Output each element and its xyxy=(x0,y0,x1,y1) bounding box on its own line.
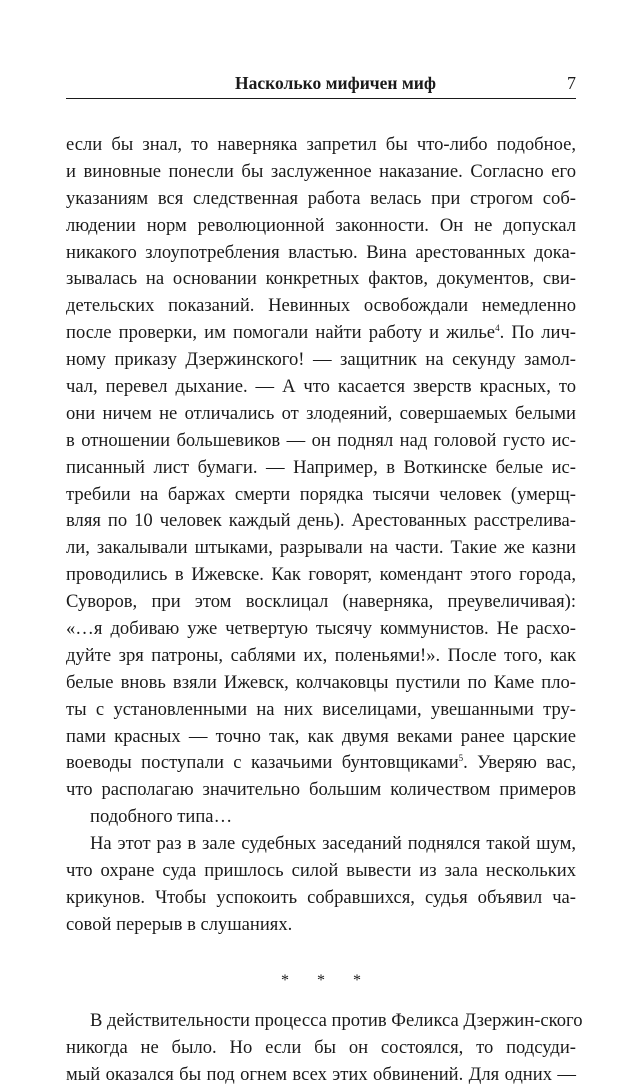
spacer xyxy=(66,994,576,1008)
text-line: что охране суда пришлось силой вывести из зала нескольких xyxy=(66,858,576,885)
text-line: в отношении большевиков — он поднял над головой густо ис- xyxy=(66,428,576,455)
line-text: воеводы поступали с казачьими бунтовщиками xyxy=(66,752,459,773)
text-line: белые вновь взяли Ижевск, колчаковцы пустили по Каме пло- xyxy=(66,670,576,697)
text-line: крикунов. Чтобы успокоить собравшихся, судья объявил ча- xyxy=(66,885,576,912)
text-line: требили на баржах смерти порядка тысячи человек (умерщ- xyxy=(66,482,576,509)
text-line: никакого злоупотребления властью. Вина арестованных дока- xyxy=(66,240,576,267)
text-line: детельских показаний. Невинных освобождали немедленно xyxy=(66,293,576,320)
text-line-with-footnote xyxy=(66,320,576,347)
text-line: мый оказался бы под огнем всех этих обвинений. Для одних — xyxy=(66,1062,576,1088)
line-text-tail: . По лич- xyxy=(500,322,576,343)
text-line: ты с установленными на них виселицами, увешанными тру- xyxy=(66,697,576,724)
running-title: Насколько мифичен миф xyxy=(235,72,436,94)
text-line: ному приказу Дзержинского! — защитник на секунду замол- xyxy=(66,347,576,374)
text-line: никогда не было. Но если бы он состоялся, то подсуди- xyxy=(66,1035,576,1062)
text-line: «…я добиваю уже четвертую тысячу коммунистов. Не расхо- xyxy=(66,616,576,643)
text-line: пами красных — точно так, как двумя веками ранее царские xyxy=(66,724,576,751)
text-line: дуйте зря патроны, саблями их, поленьями!». После того, как xyxy=(66,643,576,670)
text-line-with-footnote xyxy=(66,750,576,777)
text-line: что располагаю значительно большим количеством примеров xyxy=(66,777,576,804)
footnote-ref[interactable]: 4 xyxy=(495,323,500,333)
paragraph xyxy=(66,831,576,939)
page-body xyxy=(66,132,576,1088)
text-line: подобного типа… xyxy=(66,804,576,831)
text-line: На этот раз в зале судебных заседаний поднялся такой шум, xyxy=(66,831,576,858)
text-line: указаниям вся следственная работа велась при строгом соб- xyxy=(66,186,576,213)
text-line: людении норм революционной законности. Он не допускал xyxy=(66,213,576,240)
line-text-tail: . Уверяю вас, xyxy=(463,752,576,773)
text-line: В действительности процесса против Феликса Дзержин-ского xyxy=(66,1008,576,1035)
text-line: и виновные понесли бы заслуженное наказание. Согласно его xyxy=(66,159,576,186)
text-line: писанный лист бумаги. — Например, в Воткинске белые ис- xyxy=(66,455,576,482)
text-line: если бы знал, то наверняка запретил бы что-либо подобное, xyxy=(66,132,576,159)
line-text: после проверки, им помогали найти работу и жилье xyxy=(66,322,495,343)
text-line: ли, закалывали штыками, разрывали на части. Такие же казни xyxy=(66,535,576,562)
text-line: совой перерыв в слушаниях. xyxy=(66,912,576,939)
text-line: вляя по 10 человек каждый день). Арестованных расстрелива- xyxy=(66,508,576,535)
footnote-ref[interactable]: 5 xyxy=(459,753,464,763)
text-line: проводились в Ижевске. Как говорят, комендант этого города, xyxy=(66,562,576,589)
text-line: чал, перевел дыхание. — А что касается зверств красных, то xyxy=(66,374,576,401)
text-line: зывалась на основании конкретных фактов, документов, сви- xyxy=(66,266,576,293)
text-line: они ничем не отличались от злодеяний, совершаемых белыми xyxy=(66,401,576,428)
text-line: Суворов, при этом восклицал (наверняка, преувеличивая): xyxy=(66,589,576,616)
page-number: 7 xyxy=(567,72,576,94)
paragraph xyxy=(66,132,576,831)
paragraph xyxy=(66,1008,576,1088)
spacer xyxy=(66,939,576,967)
running-header xyxy=(66,72,576,99)
section-separator: * * * xyxy=(66,967,576,994)
